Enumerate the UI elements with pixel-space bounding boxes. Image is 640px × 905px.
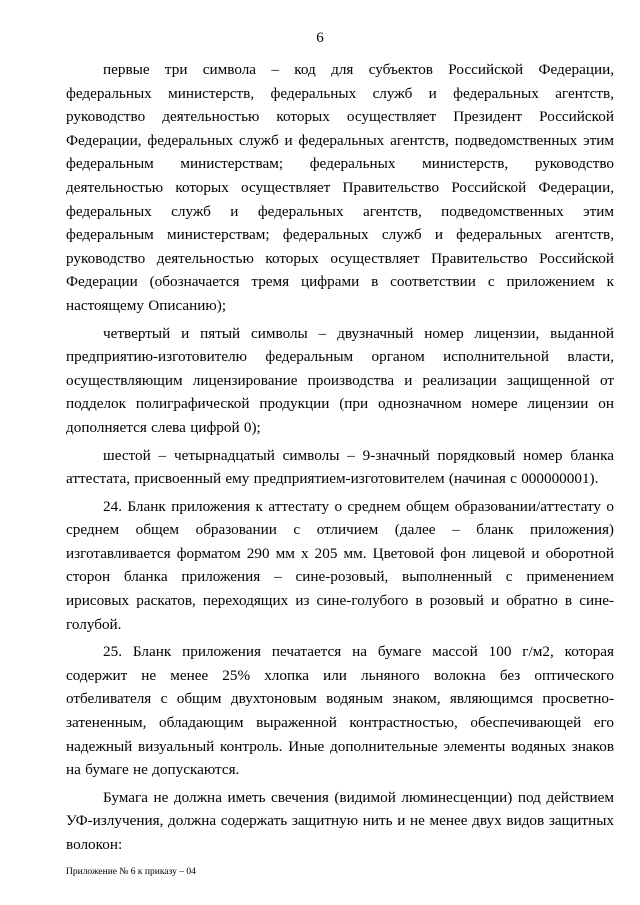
footer-note: Приложение № 6 к приказу – 04 <box>66 867 196 877</box>
paragraph-fourth-fifth-symbols: четвертый и пятый символы – двузначный номер лицензии, выданной предприятию-изготовителю федеральным органом исполнительной власти, осуществляющим лицензирование производства и реализации защищенной от подделок полиграфической продукции (при однозначном номере лицензии он дополняется слева цифрой 0); <box>66 324 614 436</box>
paragraph-item-24: 24. Бланк приложения к аттестату о среднем общем образовании/аттестату о среднем общем образовании с отличием (далее – бланк приложения) изготавливается форматом 290 мм х 205 мм. Цветовой фон лицевой и оборотной сторон бланка приложения – сине-розовый, выполненный с применением ирисовых раскатов, переходящих из сине-голубого в розовый и обратно в сине-голубой. <box>66 497 614 633</box>
paragraph-first-three-symbols: первые три символа – код для субъектов Российской Федерации, федеральных министерств, федеральных служб и федеральных агентств, руководство деятельностью которых осуществляет Президент Российской Федерации, федеральных служб и федеральных агентств, подведомственных этим федеральным министерствам; федеральных министерств, руководство деятельностью которых осуществляет Правительство Российской Федерации, федеральных служб и федеральных агентств, подведомственных этим федеральным министерствам; федеральных служб и федеральных агентств, руководство деятельностью которых осуществляет Правительство Российской Федерации (обозначается тремя цифрами в соответствии с приложением к настоящему Описанию); <box>66 61 614 314</box>
page-number: 6 <box>316 30 324 46</box>
document-body <box>66 58 614 857</box>
paragraph-paper-requirements: Бумага не должна иметь свечения (видимой люминесценции) под действием УФ-излучения, должна содержать защитную нить и не менее двух видов защитных волокон: <box>66 788 614 853</box>
paragraph-item-25: 25. Бланк приложения печатается на бумаге массой 100 г/м2, которая содержит не менее 25% хлопка или льняного волокна без оптического отбеливателя с общим двухтоновым водяным знаком, являющимся просветно-затененным, обладающим выраженной контрастностью, обеспечивающей его надежный визуальный контроль. Иные дополнительные элементы водяных знаков на бумаге не допускаются. <box>66 643 614 779</box>
paragraph-sixth-fourteenth-symbols: шестой – четырнадцатый символы – 9-значный порядковый номер бланка аттестата, присвоенный ему предприятием-изготовителем (начиная с 000000001). <box>66 446 614 488</box>
